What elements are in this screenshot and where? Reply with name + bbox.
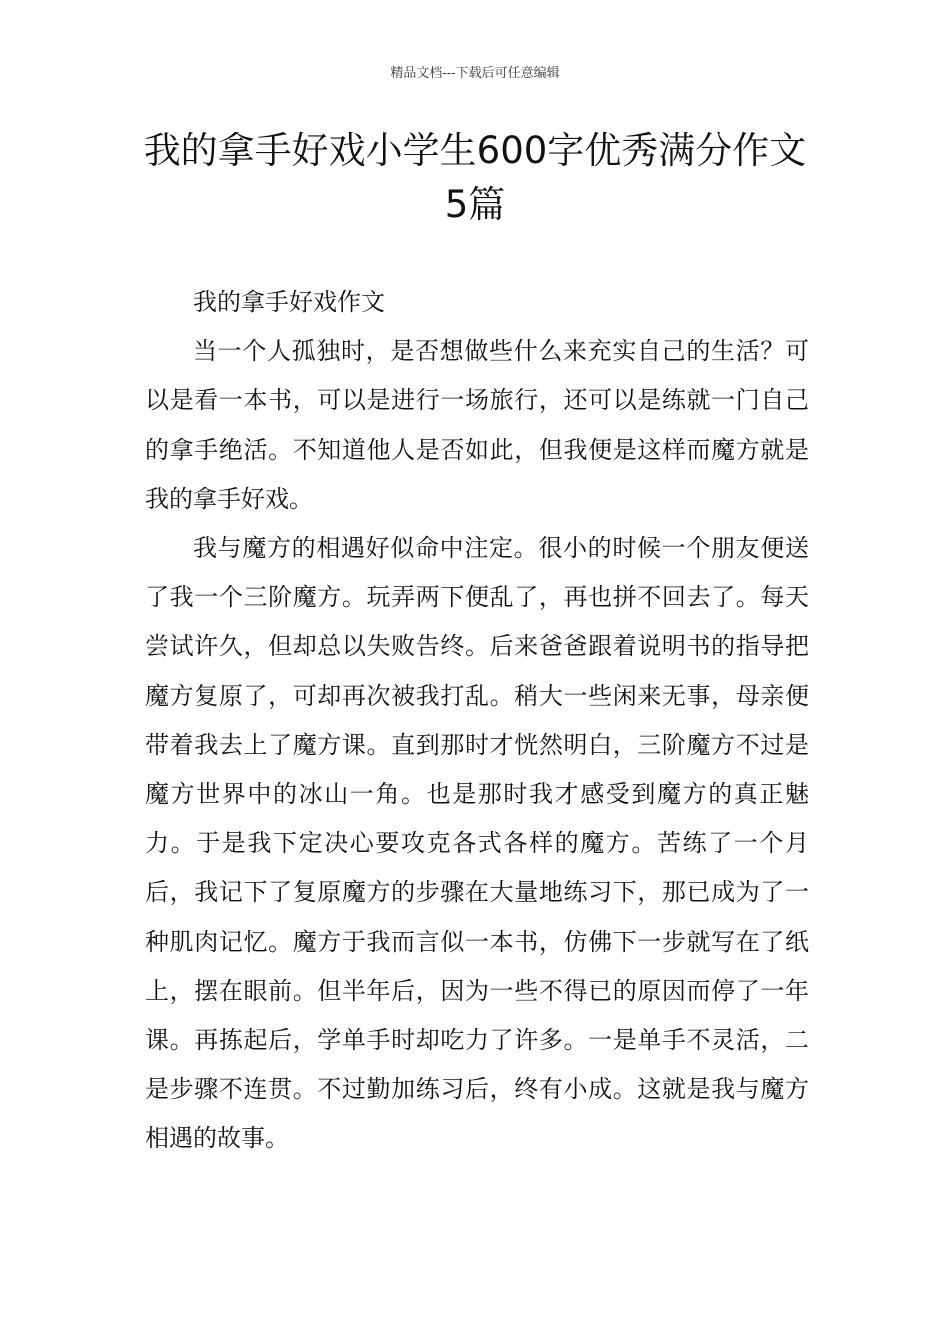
body-paragraph: 我与魔方的相遇好似命中注定。很小的时候一个朋友便送了我一个三阶魔方。玩弄两下便乱了，再也拼不回去了。每天尝试许久，但却总以失败告终。后来爸爸跟着说明书的指导把魔方复原了，可却再次被我打乱。稍大一些闲来无事，母亲便带着我去上了魔方课。直到那时才恍然明白，三阶魔方不过是魔方世界中的冰山一角。也是那时我才感受到魔方的真正魅力。于是我下定决心要攻克各式各样的魔方。苦练了一个月后，我记下了复原魔方的步骤在大量地练习下，那已成为了一种肌肉记忆。魔方于我而言似一本书，仿佛下一步就写在了纸上，摆在眼前。但半年后，因为一些不得已的原因而停了一年课。再拣起后，学单手时却吃力了许多。一是单手不灵活，二是步骤不连贯。不过勤加练习后，终有小成。这就是我与魔方相遇的故事。: [145, 534, 809, 1153]
header-note: 精品文档---下载后可任意编辑: [390, 66, 560, 81]
document-title: 我的拿手好戏小学生600字优秀满分作文5篇: [143, 129, 807, 226]
section-heading: 我的拿手好戏作文: [193, 288, 385, 316]
body-paragraph: 当一个人孤独时，是否想做些什么来充实自己的生活？可以是看一本书，可以是进行一场旅行，还可以是练就一门自己的拿手绝活。不知道他人是否如此，但我便是这样而魔方就是我的拿手好戏。: [145, 337, 809, 513]
document-body: [145, 278, 809, 1164]
